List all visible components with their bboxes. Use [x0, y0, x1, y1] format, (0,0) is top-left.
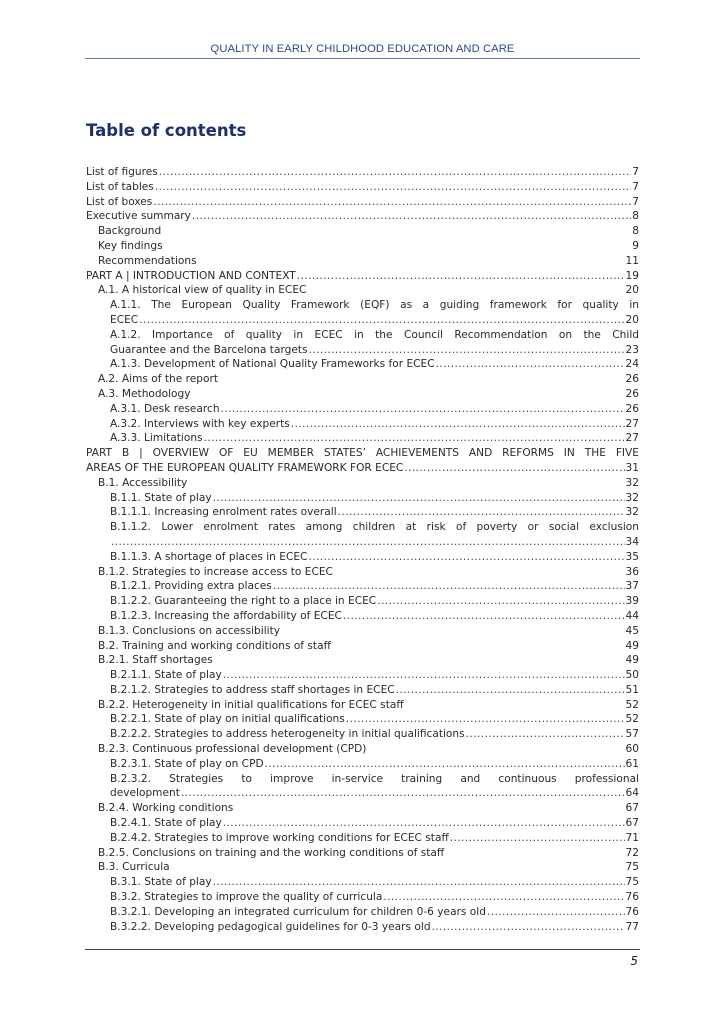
toc-entry-page: 51 — [625, 683, 639, 696]
toc-entry[interactable] — [86, 742, 639, 757]
toc-entry[interactable] — [86, 180, 639, 195]
toc-entry-row — [98, 387, 639, 402]
toc-entry[interactable] — [86, 431, 639, 446]
toc-entry-row — [110, 402, 639, 417]
toc-entry-page: 57 — [625, 728, 639, 741]
dot-leader — [159, 165, 632, 180]
toc-entry-page: 36 — [625, 565, 639, 578]
toc-entry-text: List of boxes — [86, 195, 153, 208]
dot-leader — [343, 609, 625, 624]
toc-entry[interactable] — [86, 772, 639, 802]
toc-entry[interactable] — [86, 520, 639, 550]
dot-leader — [291, 417, 625, 432]
toc-entry-row — [110, 594, 639, 609]
toc-entry[interactable] — [86, 165, 639, 180]
toc-entry-row — [110, 579, 639, 594]
toc-entry-page: 39 — [625, 595, 639, 608]
toc-entry-page: 67 — [625, 817, 639, 830]
toc-entry-text: B.2.2.1. State of play on initial qualifications — [110, 713, 345, 726]
toc-entry[interactable] — [86, 195, 639, 210]
dot-leader — [204, 431, 625, 446]
toc-entry-page: 49 — [625, 639, 639, 652]
dot-leader — [383, 890, 624, 905]
toc-entry-text: B.2.1. Staff shortages — [98, 654, 213, 667]
toc-entry-row — [110, 417, 639, 432]
toc-entry-row — [98, 653, 639, 668]
toc-entry-row — [110, 757, 639, 772]
toc-entry-page: 75 — [625, 876, 639, 889]
toc-entry[interactable] — [86, 846, 639, 861]
toc-entry-page: 71 — [625, 831, 639, 844]
toc-entry-row — [98, 639, 639, 654]
toc-entry[interactable] — [86, 209, 639, 224]
toc-entry[interactable] — [86, 594, 639, 609]
toc-entry-row — [110, 609, 639, 624]
toc-entry-text: A.1. A historical view of quality in ECEC — [98, 284, 307, 297]
toc-entry[interactable] — [86, 402, 639, 417]
toc-entry[interactable] — [86, 224, 639, 239]
toc-entry-text: Guarantee and the Barcelona targets — [110, 343, 308, 356]
dot-leader — [404, 461, 624, 476]
toc-entry[interactable] — [86, 491, 639, 506]
toc-entry-page: 27 — [625, 432, 639, 445]
toc-entry-row — [98, 565, 639, 580]
dot-leader — [192, 209, 631, 224]
toc-entry-row — [110, 668, 639, 683]
toc-entry-row — [110, 905, 639, 920]
toc-entry[interactable] — [86, 550, 639, 565]
toc-entry-text: B.1.1.3. A shortage of places in ECEC — [110, 550, 308, 563]
toc-entry-row — [110, 875, 639, 890]
toc-entry-row — [98, 476, 639, 491]
toc-entry-text: B.3.2. Strategies to improve the quality of curricula — [110, 891, 383, 904]
dot-leader — [297, 269, 625, 284]
toc-entry[interactable] — [86, 254, 639, 269]
toc-entry[interactable] — [86, 683, 639, 698]
toc-title: Table of contents — [86, 121, 247, 140]
running-header: QUALITY IN EARLY CHILDHOOD EDUCATION AND CARE — [210, 43, 515, 55]
header-rule — [85, 58, 640, 59]
toc-entry-page: 31 — [625, 461, 639, 474]
toc-entry[interactable] — [86, 609, 639, 624]
toc-entry-page: 34 — [625, 535, 639, 548]
toc-entry-page: 20 — [625, 313, 639, 326]
toc-entry-text: A.1.3. Development of National Quality Frameworks for ECEC — [110, 358, 435, 371]
toc-entry-page: 37 — [625, 580, 639, 593]
toc-entry-text: B.1.2.2. Guaranteeing the right to a place in ECEC — [110, 595, 377, 608]
toc-entry-text: ECEC — [110, 313, 139, 326]
toc-entry[interactable] — [86, 831, 639, 846]
toc-entry[interactable] — [86, 565, 639, 580]
toc-entry-text: B.1.1. State of play — [110, 491, 212, 504]
toc-entry-text: B.1.3. Conclusions on accessibility — [98, 624, 281, 637]
toc-entry-row — [110, 920, 639, 935]
toc-entry-row — [98, 372, 639, 387]
toc-entry-text: B.2.4. Working conditions — [98, 802, 234, 815]
toc-entry-text: Executive summary — [86, 210, 191, 223]
toc-entry-page: 52 — [625, 713, 639, 726]
toc-entry-row — [86, 165, 639, 180]
toc-entry-row — [98, 742, 639, 757]
toc-entry-text: B.3.1. State of play — [110, 876, 212, 889]
toc-entry-page: 8 — [632, 225, 639, 238]
toc-entry-row — [110, 491, 639, 506]
toc-entry-text: Recommendations — [98, 254, 197, 267]
table-of-contents — [86, 165, 639, 934]
toc-entry-text: A.2. Aims of the report — [98, 373, 218, 386]
toc-entry-text: B.1.2.3. Increasing the affordability of ECEC — [110, 609, 342, 622]
toc-entry-page: 27 — [625, 417, 639, 430]
toc-entry-text: B.3. Curricula — [98, 861, 170, 874]
toc-entry-text: A.3.2. Interviews with key experts — [110, 417, 290, 430]
toc-entry-row — [86, 180, 639, 195]
dot-leader — [223, 816, 625, 831]
toc-entry-text: B.2.4.2. Strategies to improve working conditions for ECEC staff — [110, 831, 449, 844]
toc-entry[interactable] — [86, 698, 639, 713]
toc-entry[interactable] — [86, 417, 639, 432]
toc-entry[interactable] — [86, 920, 639, 935]
page-number: 5 — [630, 954, 638, 968]
dot-leader — [466, 727, 625, 742]
toc-entry[interactable] — [86, 372, 639, 387]
toc-entry[interactable] — [86, 239, 639, 254]
toc-entry-text: B.2.3.1. State of play on CPD — [110, 757, 264, 770]
toc-entry-text: A.3. Methodology — [98, 387, 191, 400]
toc-entry-row — [98, 254, 639, 269]
toc-entry-page: 7 — [632, 166, 639, 178]
toc-entry-text-line1: A.1.1. The European Quality Framework (EQF) as a guiding framework for quality in — [110, 299, 639, 312]
toc-entry[interactable] — [86, 905, 639, 920]
toc-entry[interactable] — [86, 269, 639, 284]
toc-entry-text: List of tables — [86, 180, 154, 193]
toc-entry-text: Key findings — [98, 239, 163, 252]
dot-leader — [450, 831, 625, 846]
footer-rule — [85, 949, 640, 950]
dot-leader — [111, 535, 625, 550]
toc-entry[interactable] — [86, 816, 639, 831]
toc-entry-row — [110, 505, 639, 520]
toc-entry-text-line1: B.1.1.2. Lower enrolment rates among children at risk of poverty or social exclusion — [110, 521, 639, 534]
toc-entry-page: 75 — [625, 861, 639, 874]
toc-entry-text: A.3.3. Limitations — [110, 432, 203, 445]
toc-entry-page: 11 — [625, 254, 639, 267]
toc-entry-row — [110, 313, 639, 328]
dot-leader — [213, 491, 625, 506]
toc-entry-row — [110, 786, 639, 801]
dot-leader — [153, 195, 631, 210]
toc-entry-page: 44 — [625, 609, 639, 622]
toc-entry-page: 52 — [625, 698, 639, 711]
dot-leader — [436, 357, 625, 372]
toc-entry-row — [110, 343, 639, 358]
toc-entry[interactable] — [86, 875, 639, 890]
toc-entry-page: 20 — [625, 284, 639, 297]
toc-entry-page: 26 — [625, 402, 639, 415]
dot-leader — [213, 875, 625, 890]
toc-entry[interactable] — [86, 579, 639, 594]
toc-entry-page: 26 — [625, 387, 639, 400]
toc-entry-row — [98, 698, 639, 713]
dot-leader — [273, 579, 625, 594]
toc-entry[interactable] — [86, 446, 639, 476]
toc-entry-text: B.1.1.1. Increasing enrolment rates overall — [110, 506, 337, 519]
dot-leader — [487, 905, 625, 920]
toc-entry-text: B.2.5. Conclusions on training and the working conditions of staff — [98, 846, 445, 859]
toc-entry-row — [98, 801, 639, 816]
dot-leader — [308, 550, 624, 565]
dot-leader — [346, 712, 625, 727]
toc-entry-page: 64 — [625, 787, 639, 800]
toc-entry[interactable] — [86, 283, 639, 298]
dot-leader — [221, 402, 625, 417]
toc-entry-page: 50 — [625, 669, 639, 682]
toc-entry-page: 61 — [625, 757, 639, 770]
toc-entry-page: 8 — [632, 210, 639, 223]
toc-entry[interactable] — [86, 890, 639, 905]
toc-entry-row — [110, 831, 639, 846]
toc-entry[interactable] — [86, 328, 639, 358]
toc-entry-text: List of figures — [86, 166, 158, 178]
toc-entry-text: B.3.2.1. Developing an integrated curriculum for children 0-6 years old — [110, 905, 486, 918]
toc-entry-text: B.2.3. Continuous professional development (CPD) — [98, 743, 367, 756]
toc-entry-text: B.2.1.2. Strategies to address staff shortages in ECEC — [110, 683, 395, 696]
toc-entry-page: 32 — [625, 491, 639, 504]
toc-entry-page: 67 — [625, 802, 639, 815]
dot-leader — [338, 505, 625, 520]
toc-entry-page: 32 — [625, 476, 639, 489]
toc-entry[interactable] — [86, 387, 639, 402]
toc-entry[interactable] — [86, 505, 639, 520]
toc-entry[interactable] — [86, 476, 639, 491]
toc-entry-row — [110, 550, 639, 565]
toc-entry-row — [110, 890, 639, 905]
toc-entry-text: B.2. Training and working conditions of staff — [98, 639, 331, 652]
toc-entry-row — [110, 727, 639, 742]
toc-entry-row — [110, 816, 639, 831]
toc-entry-page: 23 — [625, 343, 639, 356]
toc-entry[interactable] — [86, 653, 639, 668]
toc-entry-page: 26 — [625, 373, 639, 386]
toc-entry-row — [86, 269, 639, 284]
toc-entry-page: 77 — [625, 920, 639, 933]
toc-entry-text: Background — [98, 225, 162, 238]
toc-entry-row — [86, 461, 639, 476]
toc-entry-page: 49 — [625, 654, 639, 667]
toc-entry-row — [86, 209, 639, 224]
toc-entry[interactable] — [86, 712, 639, 727]
toc-entry[interactable] — [86, 757, 639, 772]
toc-entry[interactable] — [86, 639, 639, 654]
dot-leader — [155, 180, 631, 195]
toc-entry-page: 32 — [625, 506, 639, 519]
toc-entry-page: 7 — [632, 180, 639, 193]
toc-entry-row — [98, 860, 639, 875]
toc-entry-text: B.2.4.1. State of play — [110, 817, 222, 830]
toc-entry-text: A.3.1. Desk research — [110, 402, 220, 415]
dot-leader — [265, 757, 625, 772]
toc-entry-page: 45 — [625, 624, 639, 637]
dot-leader — [139, 313, 624, 328]
toc-entry-text: PART A | INTRODUCTION AND CONTEXT — [86, 269, 296, 282]
toc-entry-text: B.2.2. Heterogeneity in initial qualifications for ECEC staff — [98, 698, 404, 711]
toc-entry-row — [110, 712, 639, 727]
toc-entry-row — [110, 357, 639, 372]
toc-entry[interactable] — [86, 624, 639, 639]
toc-entry-row — [98, 239, 639, 254]
dot-leader — [396, 683, 625, 698]
toc-entry-page: 9 — [632, 239, 639, 252]
dot-leader — [377, 594, 624, 609]
dot-leader — [223, 668, 625, 683]
toc-entry-page: 76 — [625, 891, 639, 904]
toc-entry-row — [98, 624, 639, 639]
toc-entry-page: 60 — [625, 743, 639, 756]
toc-entry-text-line1: B.2.3.2. Strategies to improve in-service training and continuous professional — [110, 772, 639, 785]
toc-entry-row — [110, 683, 639, 698]
toc-entry-page: 76 — [625, 905, 639, 918]
toc-entry-text-line1: A.1.2. Importance of quality in ECEC in the Council Recommendation on the Child — [110, 328, 639, 341]
toc-entry-row — [86, 195, 639, 210]
toc-entry-page: 35 — [625, 550, 639, 563]
toc-entry-text: B.1. Accessibility — [98, 476, 188, 489]
toc-entry-text: B.2.1.1. State of play — [110, 669, 222, 682]
toc-entry[interactable] — [86, 801, 639, 816]
toc-entry-text: B.3.2.2. Developing pedagogical guidelines for 0-3 years old — [110, 920, 431, 933]
toc-entry-text: B.1.2. Strategies to increase access to ECEC — [98, 565, 333, 578]
toc-entry[interactable] — [86, 727, 639, 742]
toc-entry-row — [98, 283, 639, 298]
toc-entry-row — [98, 846, 639, 861]
toc-entry-text-line1: PART B | OVERVIEW OF EU MEMBER STATES’ ACHIEVEMENTS AND REFORMS IN THE FIVE — [86, 447, 639, 460]
toc-entry-page: 7 — [632, 195, 639, 208]
toc-entry[interactable] — [86, 668, 639, 683]
dot-leader — [432, 920, 625, 935]
dot-leader — [309, 343, 625, 358]
toc-entry[interactable] — [86, 860, 639, 875]
toc-entry-page: 24 — [625, 358, 639, 371]
toc-entry[interactable] — [86, 298, 639, 328]
toc-entry-text: B.2.2.2. Strategies to address heterogeneity in initial qualifications — [110, 728, 465, 741]
toc-entry-page: 72 — [625, 846, 639, 859]
toc-entry-text: AREAS OF THE EUROPEAN QUALITY FRAMEWORK FOR ECEC — [86, 461, 404, 474]
toc-entry-text: development — [110, 787, 180, 800]
toc-entry-row — [98, 224, 639, 239]
toc-entry-page: 19 — [625, 269, 639, 282]
dot-leader — [181, 786, 625, 801]
toc-entry-row — [110, 431, 639, 446]
toc-entry-text: B.1.2.1. Providing extra places — [110, 580, 272, 593]
toc-entry-row — [110, 535, 639, 550]
toc-entry[interactable] — [86, 357, 639, 372]
